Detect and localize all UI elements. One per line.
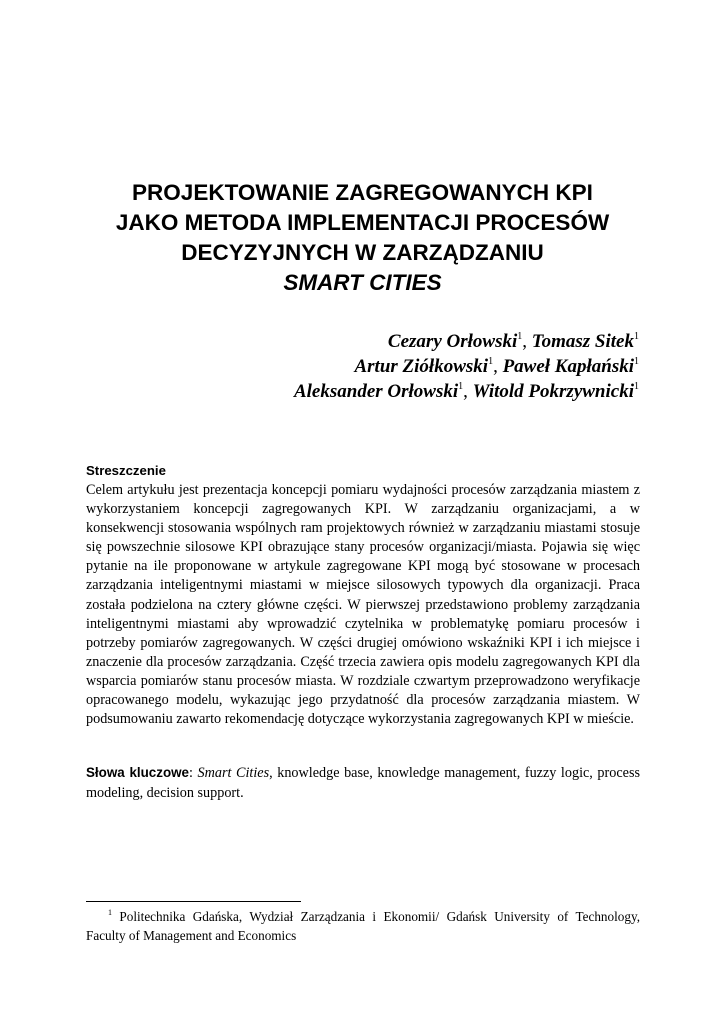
title-line-4: SMART CITIES <box>283 270 442 295</box>
author-name: Tomasz Sitek <box>531 331 634 352</box>
author-separator: , <box>493 356 503 377</box>
affiliation-mark: 1 <box>458 381 464 392</box>
keywords-section <box>86 763 640 803</box>
abstract-text: Celem artykułu jest prezentacja koncepcji pomiaru wydajności procesów zarządzania miastem z wykorzystaniem koncepcji zagregowanych KPI. W zarządzaniu organizacjami, a w konsekwencji stosowania wspólnych ram projektowych również w zarządzaniu miastami stosuje się powszechnie silosowe KPI obrazujące stany procesów organizacji/miasta. Pojawia się więc pytanie na ile proponowane w artykule zagregowane KPI mogą być stosowane w procesach zarządzania inteligentnymi miastami w miejsce silosowych typowych dla organizacji. Praca została podzielona na cztery główne części. W pierwszej przedstawiono problemy zarządzania inteligentnymi miastami aby wprowadzić czytelnika w problematykę pomiaru procesów i potrzeby pomiarów zagregowanych. W części drugiej omówiono wskaźniki KPI i ich miejsce i znaczenie dla procesów zarządzania. Część trzecia zawiera opis modelu zagregowanych KPI dla wsparcia pomiarów stanu procesów miasta. W rozdziale czwartym przeprowadzono weryfikacje opracowanego modelu, wykazując jego przydatność dla procesów zarządzania miastem. W podsumowaniu zawarto rekomendację dotyczące wykorzystania zagregowanych KPI w mieście. <box>86 482 640 728</box>
keywords-label: Słowa kluczowe <box>86 765 189 780</box>
author-name: Aleksander Orłowski <box>293 381 459 402</box>
footnote-divider <box>86 901 301 902</box>
author-line-1 <box>294 329 639 354</box>
author-list <box>294 329 639 404</box>
author-separator: , <box>522 331 532 352</box>
title-line-2: JAKO METODA IMPLEMENTACJI PROCESÓW <box>115 210 610 235</box>
keywords-colon: : <box>188 765 198 781</box>
footnote-mark: 1 <box>108 908 112 917</box>
keyword-smart-cities: Smart Cities <box>197 765 270 781</box>
author-line-3 <box>294 379 639 404</box>
author-line-2 <box>294 354 639 379</box>
author-name: Witold Pokrzywnicki <box>472 381 634 402</box>
author-name: Paweł Kapłański <box>502 356 634 377</box>
affiliation-mark: 1 <box>488 356 494 367</box>
keywords-list: , knowledge base, knowledge management, fuzzy logic, process modeling, decision support. <box>86 765 640 801</box>
title-line-3: DECYZYJNYCH W ZARZĄDZANIU <box>181 240 544 265</box>
abstract-heading: Streszczenie <box>86 463 166 478</box>
affiliation-mark: 1 <box>634 331 639 342</box>
author-name: Cezary Orłowski <box>387 331 518 352</box>
author-separator: , <box>463 381 473 402</box>
affiliation-mark: 1 <box>634 381 639 392</box>
abstract-section <box>86 461 640 729</box>
affiliation-mark: 1 <box>634 356 639 367</box>
footnote <box>86 907 640 945</box>
paper-title <box>0 178 725 298</box>
title-line-1: PROJEKTOWANIE ZAGREGOWANYCH KPI <box>132 180 593 205</box>
footnote-text: Politechnika Gdańska, Wydział Zarządzania i Ekonomii/ Gdańsk University of Technology, Faculty of Management and Economics <box>86 909 640 943</box>
affiliation-mark: 1 <box>517 331 523 342</box>
author-name: Artur Ziółkowski <box>354 356 489 377</box>
